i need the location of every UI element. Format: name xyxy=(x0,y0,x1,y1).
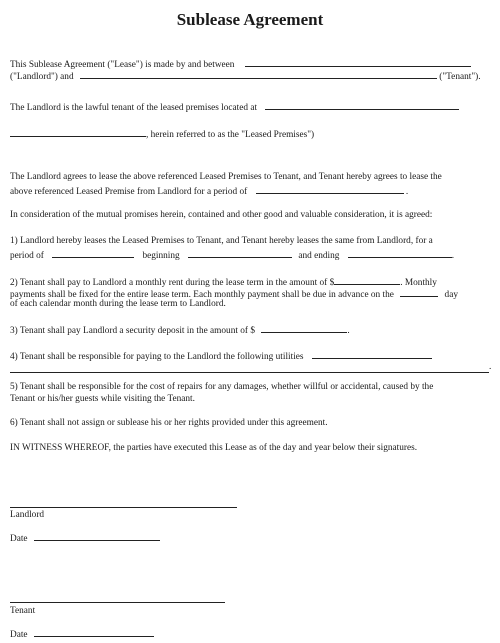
clause-1: 1) Landlord hereby leases the Leased Premises to Tenant, and Tenant hereby leases the same from Landlord, for a xyxy=(10,236,433,246)
landlord-name-blank[interactable] xyxy=(245,57,471,67)
clause-3: 3) Tenant shall pay Landlord a security deposit in the amount of $ . xyxy=(10,323,350,337)
tenant-date-blank[interactable] xyxy=(34,627,154,637)
due-day-blank[interactable] xyxy=(400,287,438,297)
premises-line-2 xyxy=(10,127,314,141)
clause-4-end: . xyxy=(489,362,492,372)
clause-5: 5) Tenant shall be responsible for the cost of repairs for any damages, whether willful or accidental, caused by the xyxy=(10,382,434,392)
clause-2-line-3: of each calendar month during the lease term to Landlord. xyxy=(10,299,226,309)
tenant-name-blank[interactable] xyxy=(80,69,437,79)
utilities-blank[interactable] xyxy=(312,349,432,359)
clause-5-line-2: Tenant or his/her guests while visiting the Tenant. xyxy=(10,394,195,404)
clause-1-period-blank[interactable] xyxy=(52,248,134,258)
tenant-date-line: Date xyxy=(10,627,154,641)
agreement-paragraph: The Landlord agrees to lease the above referenced Leased Premises to Tenant, and Tenant hereby agrees to lease the xyxy=(10,172,442,182)
landlord-tag: ("Landlord") and xyxy=(10,72,74,82)
premises-text: The Landlord is the lawful tenant of the leased premises located at xyxy=(10,103,258,113)
tenant-label: Tenant xyxy=(10,606,36,616)
end-date-blank[interactable] xyxy=(348,248,452,258)
agreement-period-line: above referenced Leased Premise from Landlord for a period of . xyxy=(10,184,408,198)
security-deposit-blank[interactable] xyxy=(261,323,347,333)
start-date-blank[interactable] xyxy=(188,248,292,258)
landlord-date-blank[interactable] xyxy=(34,531,160,541)
landlord-signature-line[interactable] xyxy=(10,507,237,508)
clause-2-line-1: 2) Tenant shall pay to Landlord a monthly rent during the lease term in the amount of $ . Monthly xyxy=(10,275,437,289)
premises-address-blank-2[interactable] xyxy=(10,127,146,137)
clause-6: 6) Tenant shall not assign or sublease his or her rights provided under this agreement. xyxy=(10,418,328,428)
lease-period-blank[interactable] xyxy=(256,184,404,194)
premises-line-1 xyxy=(10,100,459,114)
landlord-label: Landlord xyxy=(10,510,45,520)
consideration-text: In consideration of the mutual promises herein, contained and other good and valuable consideration, it is agreed: xyxy=(10,210,433,220)
clause-1-period-line: period of beginning and ending . xyxy=(10,248,454,262)
witness-statement: IN WITNESS WHEREOF, the parties have executed this Lease as of the day and year below their signatures. xyxy=(10,443,418,453)
clause-4: 4) Tenant shall be responsible for paying to the Landlord the following utilities xyxy=(10,349,432,363)
premises-address-blank[interactable] xyxy=(265,100,459,110)
clause-2-line-2: payments shall be fixed for the entire lease term. Each monthly payment shall be due in advance on the day xyxy=(10,287,458,301)
tenant-tag: ("Tenant"). xyxy=(439,72,481,82)
utilities-blank-2[interactable] xyxy=(10,372,489,373)
tenant-signature-line[interactable] xyxy=(10,602,225,603)
monthly-rent-blank[interactable] xyxy=(334,275,400,285)
landlord-date-line: Date xyxy=(10,531,160,545)
intro-text: This Sublease Agreement ("Lease") is made by and between xyxy=(10,60,235,70)
intro-line-2 xyxy=(10,69,481,83)
document-title: Sublease Agreement xyxy=(176,10,324,29)
premises-ref-text: , herein referred to as the "Leased Premises") xyxy=(146,130,315,140)
